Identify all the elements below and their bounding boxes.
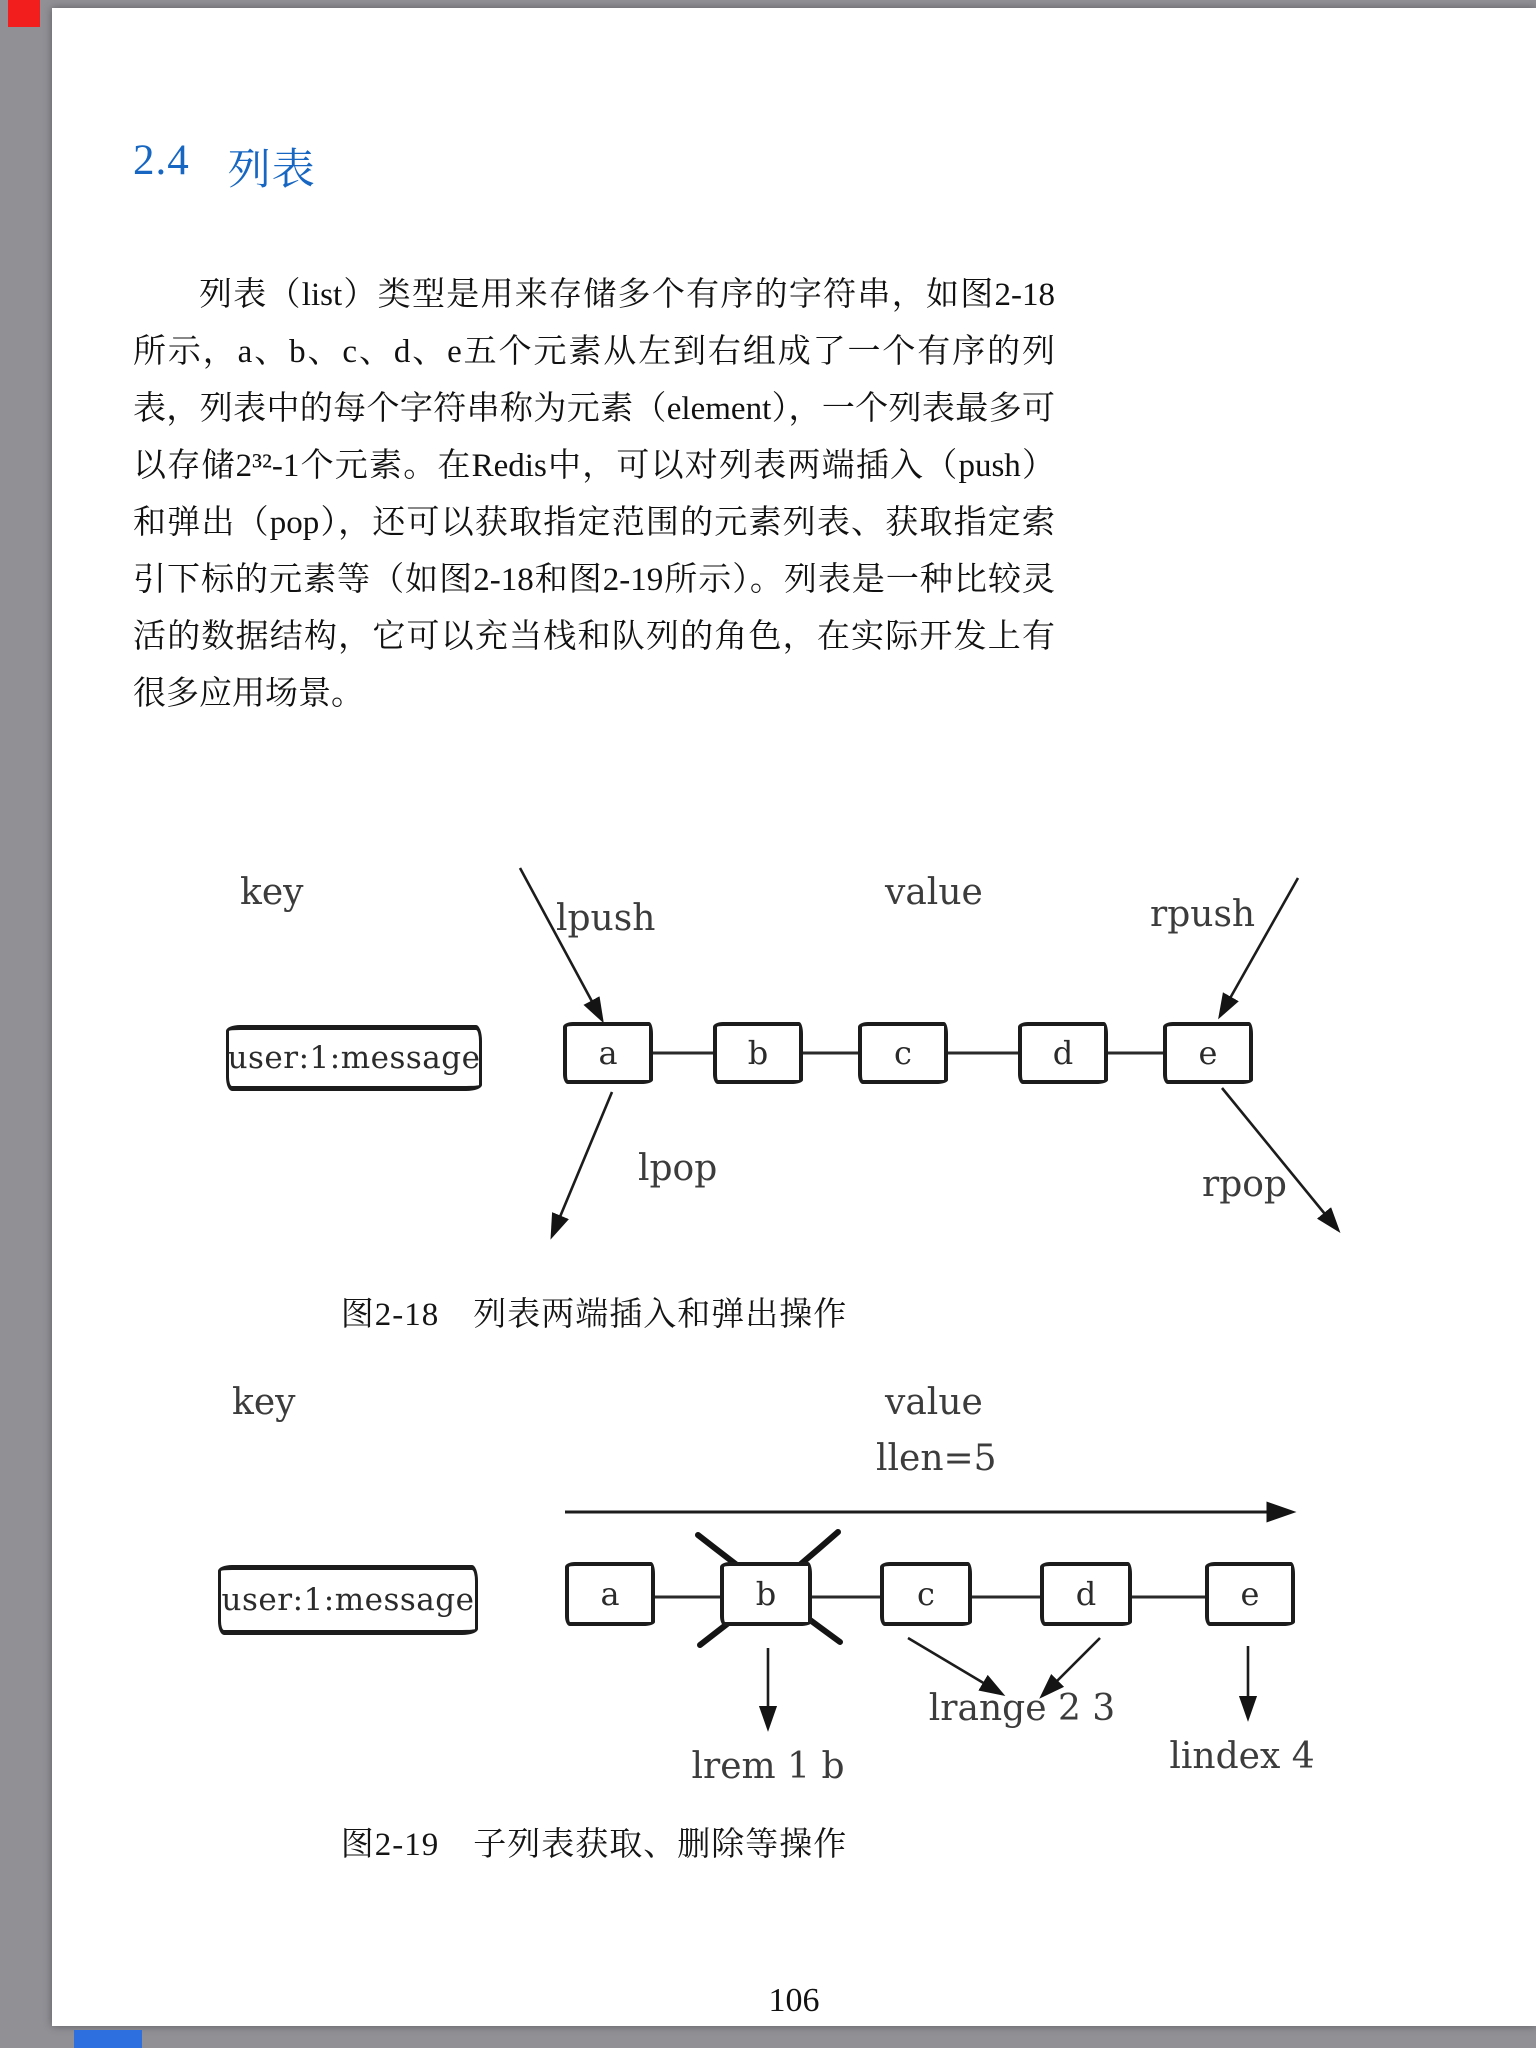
d2-lrem-label: lrem 1 b [691,1746,845,1787]
bookmark-indicator [8,0,40,27]
d2-element-box: a [565,1562,655,1626]
d2-lindex-label: lindex 4 [1169,1736,1315,1777]
d1-key-label: key [240,872,304,913]
d1-lpop-label: lpop [638,1148,718,1189]
d1-lpush-label: lpush [556,898,656,939]
d1-element-box: a [563,1022,653,1084]
figure-2-18-caption: 图2-18 列表两端插入和弹出操作 [340,1297,848,1333]
d1-element-box: c [858,1022,948,1084]
d1-value-label: value [885,872,983,913]
page-number: 106 [768,1982,820,2019]
d2-element-box: e [1205,1562,1295,1626]
d2-llen-label: llen=5 [876,1438,997,1479]
d2-value-label: value [885,1382,983,1423]
d1-element-box: b [713,1022,803,1084]
d1-rpop-label: rpop [1202,1164,1287,1205]
body-paragraph: 列表（list）类型是用来存储多个有序的字符串，如图2-18所示，a、b、c、d、e五个元素从左到右组成了一个有序的列表，列表中的每个字符串称为元素（element），一个列表最多可以存储2³²-1个元素。在Redis中，可以对列表两端插入（push）和弹出（pop），还可以获取指定范围的元素列表、获取指定索引下标的元素等（如图2-18和图2-19所示）。列表是一种比较灵活的数据结构，它可以充当栈和队列的角色，在实际开发上有很多应用场景。 [133,277,1055,712]
section-heading [133,136,316,197]
d2-element-box: c [880,1562,972,1626]
d2-key-label: key [232,1382,296,1423]
section-number: 2.4 [133,137,190,184]
d1-key-box: user:1:message [226,1025,482,1091]
d1-rpush-label: rpush [1150,894,1256,935]
reading-progress-bar [74,2030,142,2048]
d2-element-box-removed: b [720,1562,812,1626]
d1-element-box: e [1163,1022,1253,1084]
d1-element-box: d [1018,1022,1108,1084]
d2-key-box: user:1:message [218,1565,478,1635]
d2-element-box: d [1040,1562,1132,1626]
d2-lrange-label: lrange 2 3 [928,1688,1116,1729]
section-title-text: 列表 [227,147,316,194]
figure-2-19-caption: 图2-19 子列表获取、删除等操作 [340,1827,848,1863]
